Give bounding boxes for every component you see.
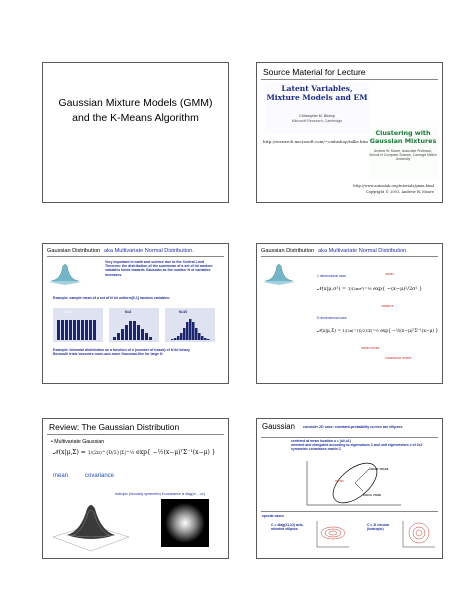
- slide-subheading: aka Multivariate Normal Distribution.: [318, 248, 408, 254]
- slide-gaussian-formulas: [256, 243, 443, 384]
- slide-heading: Gaussian Distribution: [261, 248, 315, 254]
- example-binomial: Example: binomial distribution as a function of n (number of heads) of N iid binary Bernoulli trials becomes more-and-more Gaussian-like for large N: [53, 348, 190, 357]
- slide-review-gaussian: [42, 418, 229, 559]
- slide-heading: Source Material for Lecture: [263, 67, 366, 77]
- lambda-min-label: λmin vmin: [363, 493, 382, 497]
- covariance-annotation: covariance: [85, 473, 115, 479]
- case-1d-label: 1 dimensional case: [317, 274, 347, 278]
- special-cases-label: special cases: [262, 514, 284, 518]
- book-cover-moore: [369, 127, 437, 179]
- slide-subheading: consider 2D case: constant-probability curves are ellipses: [303, 425, 403, 429]
- slide-heading: Gaussian Distribution: [47, 248, 101, 254]
- case-diagonal: C = diag(λ1,λ2) axis-oriented ellipses: [271, 523, 304, 532]
- slide-gaussian-distribution: [42, 243, 229, 384]
- histogram-n10: [165, 308, 215, 342]
- properties-text: [291, 439, 431, 452]
- formula-dd: 𝒩(x|μ,Σ) = 1/(2π)^{D/2}|Σ|^½ exp{ −½(x−μ)ᵀΣ⁻¹(x−μ) }: [317, 329, 439, 334]
- title-line-2: and the K-Means Algorithm: [72, 112, 199, 124]
- slide-gaussian-2d: [256, 418, 443, 559]
- gaussian-surface-thumbnail: [47, 262, 83, 286]
- example-uniform: Example: sample mean of a set of N iid uniform[0,1] random variables:: [53, 296, 171, 300]
- covariance-annotation: covariance matrix: [385, 356, 412, 360]
- book-author: Andrew W. Moore, Associate Professor, School of Computer Science, Carnegie Mellon University: [369, 149, 437, 161]
- mean-annotation: mean: [335, 479, 344, 483]
- property-line: centered at mean location u = (u0,u1): [291, 439, 351, 443]
- variance-annotation: variance: [381, 304, 394, 308]
- slide-heading: Review: The Gaussian Distribution: [49, 422, 180, 432]
- circle-contours-diagram: [401, 519, 437, 551]
- divider: [261, 511, 438, 512]
- mean-annotation: mean: [53, 473, 69, 479]
- book-cover-bishop: [265, 83, 369, 133]
- gaussian-surface-thumbnail: [261, 262, 297, 286]
- clt-paragraph: Very important in math and science due to the Central Limit Theorem: the distribution of the sum/mean of a set of iid random variables tends towards Gaussian as the number N of variables increases.: [105, 260, 213, 277]
- histogram-n2: [109, 308, 159, 342]
- slide-source-material: [256, 62, 443, 203]
- book-title: Clustering with Gaussian Mixtures: [369, 129, 437, 145]
- mean-vector-annotation: mean vector: [361, 346, 380, 350]
- slide-title: [42, 62, 229, 203]
- source-url[interactable]: http://research.microsoft.com/~cmbishop/talks.htm: [263, 139, 368, 144]
- divider: [261, 79, 438, 80]
- formula-multivariate: 𝒩(x|μ,Σ) = 1/(2π)^{D/2}|Σ|^½ exp{ −½(x−μ)ᵀΣ⁻¹(x−μ) }: [53, 449, 216, 456]
- book-affiliation: Microsoft Research, Cambridge: [291, 119, 343, 123]
- copyright: Copyright © 2001, Andrew W. Moore: [366, 190, 434, 194]
- bullet-text: Multivariate Gaussian: [54, 439, 105, 445]
- slide-subheading: aka Multivariate Normal Distribution.: [104, 248, 194, 254]
- gaussian-heatmap-image: [161, 499, 209, 547]
- histogram-label: N=1: [65, 310, 72, 314]
- book-title: Latent Variables, Mixture Models and EM: [266, 84, 368, 102]
- book-author: Christopher M. Bishop: [299, 114, 335, 118]
- histogram-label: N=10: [179, 310, 188, 314]
- bullet-item: • Multivariate Gaussian: [51, 439, 105, 445]
- formula-1d: 𝒩(x|μ,σ²) = 1/(2πσ²)^½ exp{ −(x−μ)²/2σ² }: [317, 286, 423, 292]
- divider: [47, 256, 224, 257]
- divider: [47, 434, 224, 435]
- ellipse-diagram: [297, 459, 405, 509]
- case-isotropic: C = λI circular (isotropic): [367, 523, 390, 532]
- divider: [261, 256, 438, 257]
- histogram-n1: [53, 308, 103, 342]
- lambda-max-label: λmax vmax: [369, 467, 389, 471]
- histogram-label: N=2: [125, 310, 132, 314]
- axis-ellipses-diagram: [315, 519, 351, 551]
- slide-title-text: [43, 96, 228, 126]
- divider: [261, 437, 438, 438]
- case-dd-label: D dimensional case: [317, 316, 347, 320]
- gaussian-3d-plot: [51, 497, 131, 553]
- slide-heading: Gaussian: [262, 422, 295, 431]
- title-line-1: Gaussian Mixture Models (GMM): [58, 97, 213, 109]
- isotropic-caption: Isotropic (circularly symmetric) if covariance is diag(σ²,...,σ²): [115, 492, 205, 496]
- property-line: oriented and elongated according to eigenvalues λ and unit eigenvectors v of 2x2 symmetric covariance matrix C: [291, 443, 423, 452]
- source-url[interactable]: http://www.autonlab.org/tutorials/gmm.html: [353, 184, 434, 188]
- mean-annotation: mean: [385, 272, 394, 276]
